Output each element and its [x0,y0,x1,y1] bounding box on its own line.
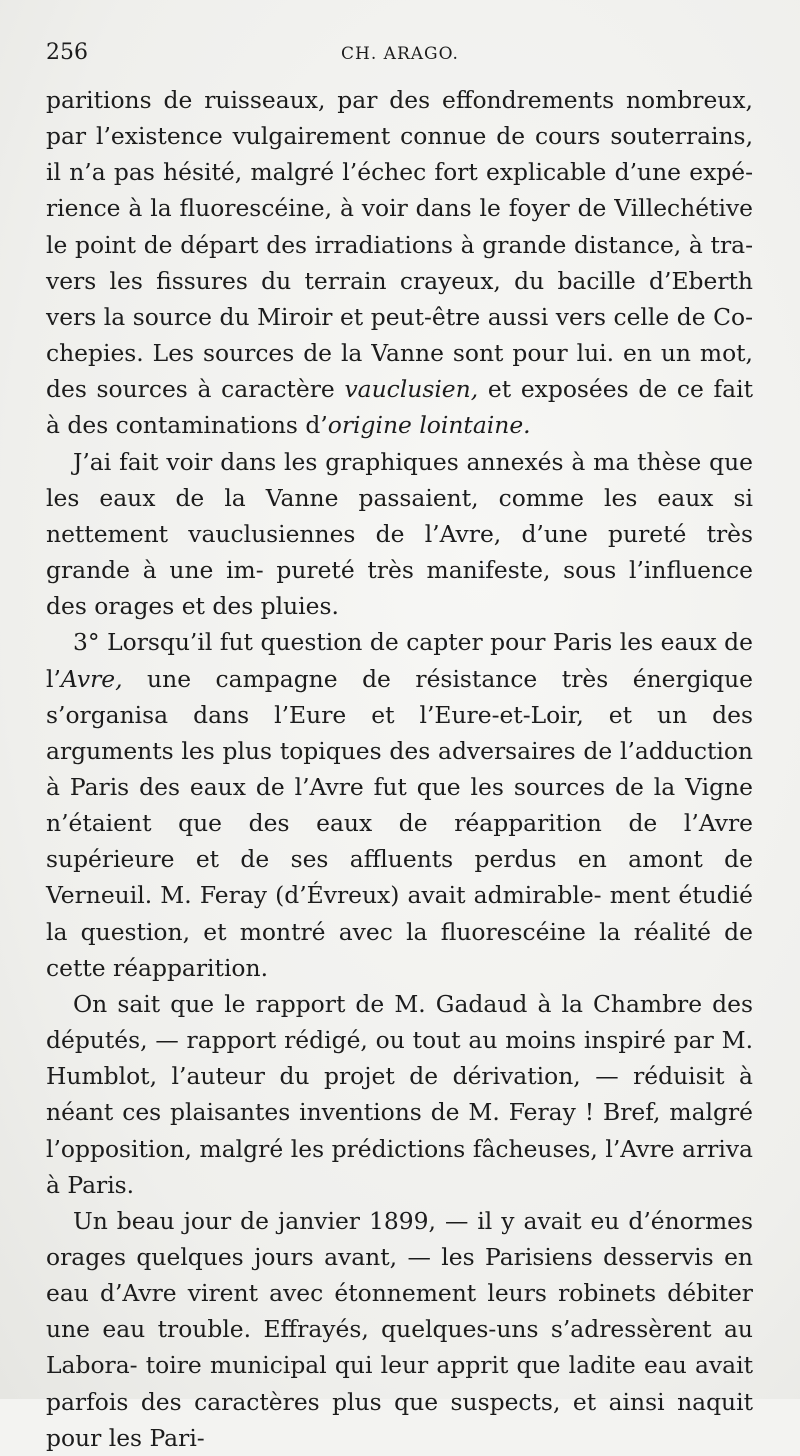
paragraph-5 [46,1203,753,1456]
paragraph-1-italic-vauclusien: vauclusien, [344,375,479,404]
paragraph-5-text: Un beau jour de janvier 1899, — il y avait eu d’énormes orages quelques jours avant, — les Parisiens desservis en eau d’Avre virent avec étonnement leurs robinets débiter une eau trouble. Effrayés, quelques-uns s’adressèrent au Labora- toire municipal qui leur apprit que ladite eau avait parfois des caractères plus que suspects, et ainsi naquit pour les Pari- [46,1206,753,1452]
paragraph-1 [46,82,753,444]
paragraph-1-text-2: et exposées de ce fait à des contaminations d’ [46,375,753,440]
paragraph-3 [46,624,753,986]
paragraph-1-text: paritions de ruisseaux, par des effondrements nombreux, par l’existence vulgairement connue de cours souterrains, il n’a pas hésité, malgré l’échec fort explicable d’une expé- rience à la fluorescéine, à voir dans le foyer de Villechétive le point de départ des irradiations à grande distance, à tra- vers les fissures du terrain crayeux, du bacille d’Eberth vers la source du Miroir et peut-être aussi vers celle de Co- chepies. Les sources de la Vanne sont pour lui. en un mot, des sources à caractère [46,86,753,404]
paragraph-4 [46,986,753,1203]
paragraph-2 [46,444,753,625]
paragraph-3-text-2: une campagne de résistance très énergique s’organisa dans l’Eure et l’Eure-et-Loir, et un des arguments les plus topiques des adversaires de l’adduction à Paris des eaux de l’Avre fut que les sources de la Vigne n’étaient que des eaux de réapparition de l’Avre supérieure et de ses affluents perdus en amont de Verneuil. M. Feray (d’Évreux) avait admirable- ment étudié la question, et montré avec la fluorescéine la réalité de cette réapparition. [46,664,753,982]
paragraph-1-italic-origine: origine lointaine. [327,411,531,440]
page-number: 256 [46,40,88,65]
paragraph-3-italic-avre: Avre, [60,664,123,693]
page-header [46,40,754,72]
paragraph-3-text: 3° Lorsqu’il fut question de capter pour Paris les eaux de l’ [46,628,753,693]
running-head: CH. ARAGO. [341,44,459,64]
paragraph-4-text: On sait que le rapport de M. Gadaud à la Chambre des députés, — rapport rédigé, ou tout au moins inspiré par M. Humblot, l’auteur du projet de dérivation, — réduisit à néant ces plaisantes inventions de M. Feray ! Bref, malgré l’opposition, malgré les prédictions fâcheuses, l’Avre arriva à Paris. [46,989,753,1199]
paragraph-2-text: J’ai fait voir dans les graphiques annexés à ma thèse que les eaux de la Vanne passaient, comme les eaux si nettement vauclusiennes de l’Avre, d’une pureté très grande à une im- pureté très manifeste, sous l’influence des orages et des pluies. [46,447,753,621]
page-body [46,82,753,1456]
